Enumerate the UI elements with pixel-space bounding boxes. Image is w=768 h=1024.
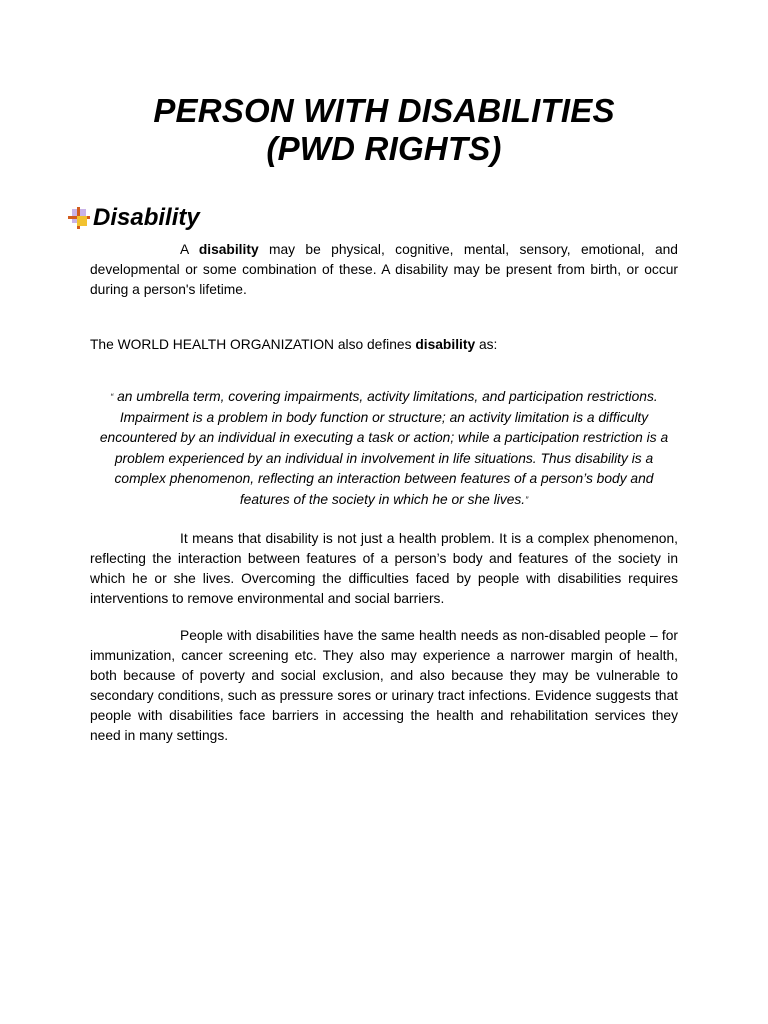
bold-term: disability (415, 337, 476, 352)
quote-open-mark: “ (110, 392, 114, 402)
page-title (0, 92, 768, 168)
section-heading-text: Disability (93, 204, 200, 231)
quote-close-mark: ” (525, 494, 529, 505)
title-line-2: (PWD RIGHTS) (266, 130, 502, 167)
who-quote (92, 387, 676, 510)
bold-term: disability (198, 242, 259, 257)
bullet-square-icon (66, 205, 92, 231)
quote-text: an umbrella term, covering impairments, activity limitations, and participation restrictions. Impairment is a problem in body function or structure; an activity limitation is a difficulty encountered by an individual in executing a task or action; while a participation restriction is a problem experienced by an individual in involvement in life situations. Thus disability is a complex phenomenon, reflecting an interaction between features of a person’s body and features of the society in which he or she lives. (99, 389, 669, 507)
paragraph-meaning: It means that disability is not just a health problem. It is a complex phenomenon, reflecting the interaction between features of a person’s body and features of the society in which he or she lives. Overcoming the difficulties faced by people with disabilities requires interventions to remove environmental and social barriers. (90, 531, 678, 606)
paragraph-definition: A disability may be physical, cognitive, mental, sensory, emotional, and developmental or some combination of these. A disability may be present from birth, or occur during a person's lifetime. (90, 242, 678, 297)
paragraph-who-intro: The WORLD HEALTH ORGANIZATION also defines disability as: (90, 337, 498, 352)
paragraph-health-needs: People with disabilities have the same health needs as non-disabled people – for immunization, cancer screening etc. They also may experience a narrower margin of health, both because of poverty and social exclusion, and also because they may be vulnerable to secondary conditions, such as pressure sores or urinary tract infections. Evidence suggests that people with disabilities face barriers in accessing the health and rehabilitation services they need in many settings. (90, 628, 678, 743)
title-line-1: PERSON WITH DISABILITIES (153, 92, 615, 129)
section-heading (66, 202, 200, 234)
